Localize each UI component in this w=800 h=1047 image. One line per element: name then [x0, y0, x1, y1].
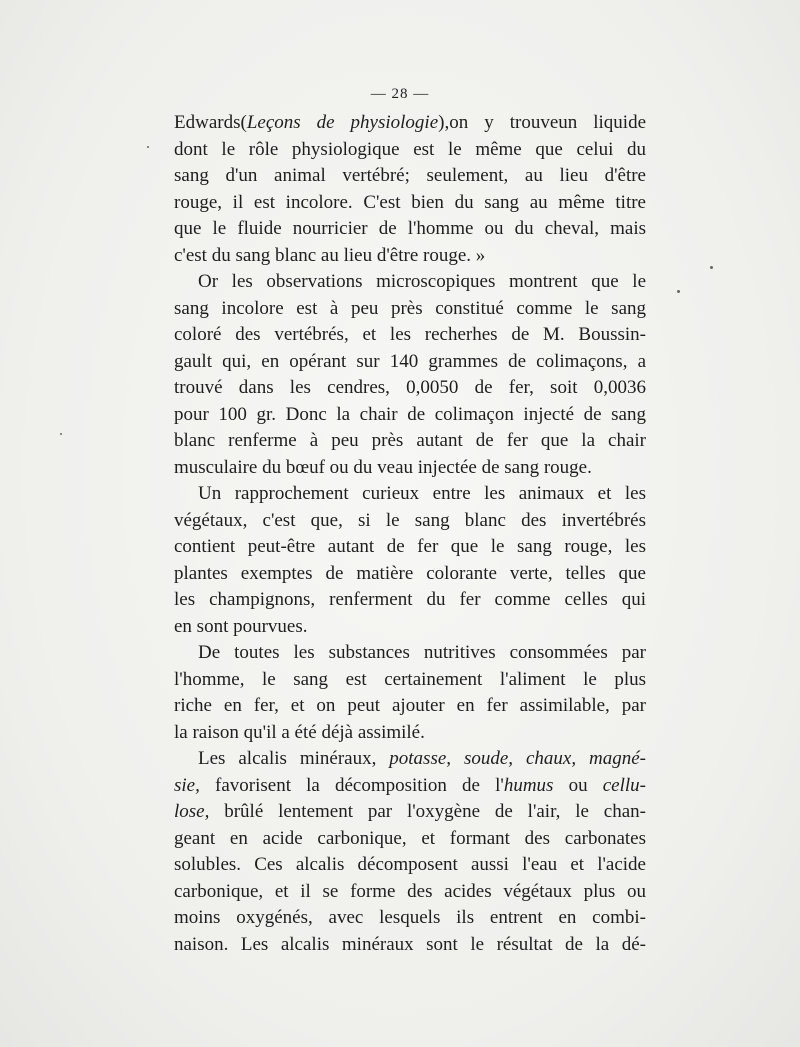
text-segment: sang d'un animal vertébré; seulement, au lieu d'être: [174, 165, 646, 186]
text-line: [174, 561, 646, 588]
italic-segment: Leçons de physiologie: [246, 112, 439, 133]
text-segment: carbonique, et il se forme des acides végétaux plus ou: [174, 880, 646, 902]
text-line: [174, 534, 646, 561]
text-segment: c'est du sang blanc au lieu d'être rouge. »: [174, 244, 486, 266]
text-line: [174, 110, 646, 137]
body-text: [174, 110, 646, 958]
text-line: [174, 508, 646, 535]
text-segment: Les alcalis minéraux,: [198, 748, 390, 769]
text-line: [174, 799, 646, 826]
text-line: [174, 216, 646, 243]
text-segment: l'homme, le sang est certainement l'aliment le plus: [174, 668, 646, 690]
text-segment: Un rapprochement curieux entre les animaux et les: [198, 483, 646, 504]
text-segment: les champignons, renferment du fer comme celles qui: [174, 589, 646, 610]
text-segment: dont le rôle physiologique est le même que celui du: [174, 138, 646, 160]
text-segment: en sont pourvues.: [174, 615, 308, 637]
text-segment: blanc renferme à peu près autant de fer que la chair: [174, 430, 646, 451]
text-segment: rouge, il est incolore. C'est bien du sang au même titre: [174, 191, 646, 213]
text-segment: musculaire du bœuf ou du veau injectée de sang rouge.: [174, 456, 592, 478]
text-segment: pour 100 gr. Donc la chair de colimaçon injecté de sang: [174, 403, 646, 425]
text-line: [174, 852, 646, 879]
italic-segment: lose,: [174, 801, 210, 822]
text-line: [174, 826, 646, 853]
text-line: [174, 428, 646, 455]
text-segment: végétaux, c'est que, si le sang blanc des invertébrés: [174, 509, 646, 531]
text-line: [174, 322, 646, 349]
text-segment: favorisent la décomposition de l': [199, 774, 504, 796]
text-segment: ou: [553, 774, 603, 796]
italic-segment: potasse, soude, chaux, magné-: [389, 748, 646, 769]
text-segment: geant en acide carbonique, et formant des carbonates: [174, 827, 646, 849]
text-line: [174, 905, 646, 932]
text-line: [174, 693, 646, 720]
text-segment: trouvé dans les cendres, 0,0050 de fer, soit 0,0036: [174, 377, 646, 398]
text-line: [174, 190, 646, 217]
text-segment: coloré des vertébrés, et les recherhes de M. Boussin-: [174, 324, 646, 345]
text-line: [174, 402, 646, 429]
text-segment: contient peut-être autant de fer que le sang rouge, les: [174, 536, 646, 557]
text-line: [174, 296, 646, 323]
text-segment: brûlé lentement par l'oxygène de l'air, le chan-: [209, 801, 646, 822]
text-segment: sang incolore est à peu près constitué comme le sang: [174, 297, 646, 319]
text-segment: ),on y trouveun liquide: [438, 112, 647, 133]
text-line: [174, 349, 646, 376]
page-number: — 28 —: [370, 86, 430, 102]
text-line: [174, 932, 646, 959]
italic-segment: sie,: [174, 774, 200, 796]
text-line: [174, 455, 646, 482]
text-line: [174, 640, 646, 667]
text-segment: De toutes les substances nutritives consommées par: [198, 642, 646, 663]
text-segment: Edwards(: [174, 112, 247, 133]
italic-segment: cellu-: [602, 774, 647, 796]
text-line: [174, 614, 646, 641]
text-line: [174, 773, 646, 800]
text-segment: la raison qu'il a été déjà assimilé.: [174, 721, 425, 743]
text-segment: solubles. Ces alcalis décomposent aussi l'eau et l'acide: [174, 854, 646, 875]
text-segment: gault qui, en opérant sur 140 grammes de colimaçons, a: [174, 350, 646, 372]
text-segment: naison. Les alcalis minéraux sont le résultat de la dé-: [174, 933, 646, 955]
italic-segment: humus: [503, 774, 554, 796]
text-line: [174, 746, 646, 773]
text-line: [174, 137, 646, 164]
text-line: [174, 375, 646, 402]
text-line: [174, 720, 646, 747]
text-line: [174, 269, 646, 296]
text-line: [174, 163, 646, 190]
text-line: [174, 243, 646, 270]
text-line: [174, 481, 646, 508]
text-segment: moins oxygénés, avec lesquels ils entrent en combi-: [174, 907, 646, 928]
text-segment: plantes exemptes de matière colorante verte, telles que: [174, 562, 646, 584]
text-line: [174, 879, 646, 906]
text-segment: que le fluide nourricier de l'homme ou du cheval, mais: [174, 218, 646, 239]
text-segment: Or les observations microscopiques montrent que le: [198, 271, 646, 292]
text-segment: riche en fer, et on peut ajouter en fer assimilable, par: [174, 695, 646, 716]
text-line: [174, 667, 646, 694]
text-line: [174, 587, 646, 614]
